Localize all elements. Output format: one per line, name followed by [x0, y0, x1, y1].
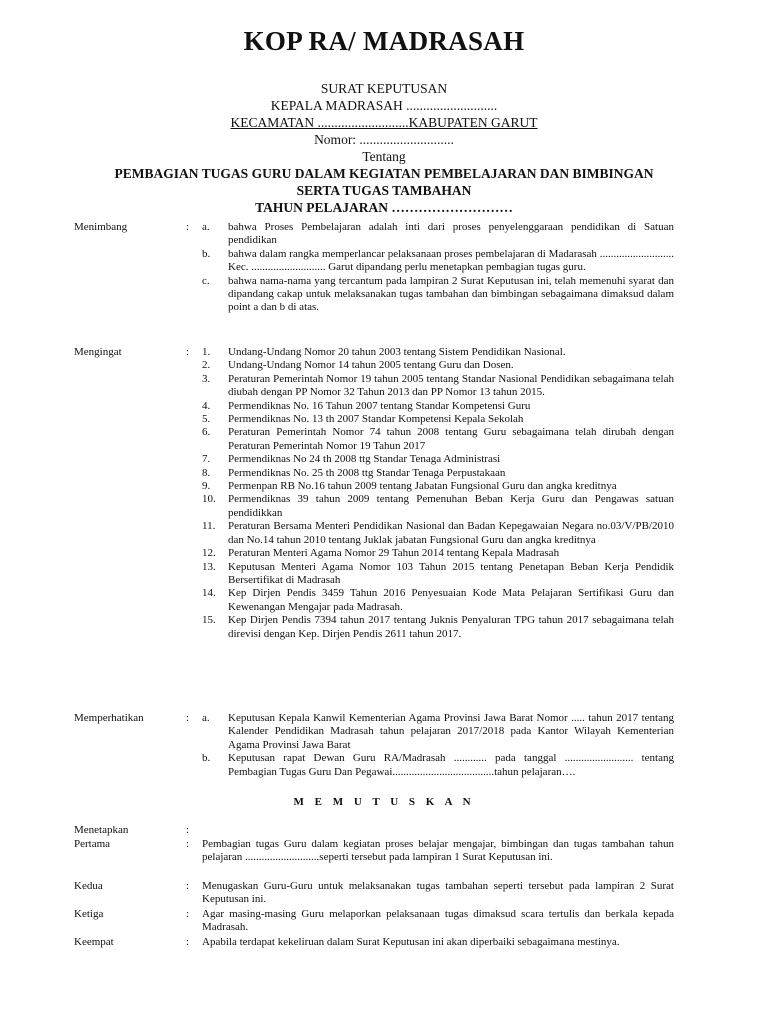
header-line-8: TAHUN PELAJARAN ………………………: [255, 200, 513, 215]
list-item: [202, 400, 674, 413]
decision-label: Ketiga: [74, 908, 104, 920]
list-item: [202, 248, 674, 275]
decision-text: Pembagian tugas Guru dalam kegiatan proses belajar mengajar, bimbingan dan tugas tambahan tahun pelajaran ...........................seperti tersebut pada lampiran 1 Surat Keputusan ini.: [202, 838, 674, 864]
decision-text: Menugaskan Guru-Guru untuk melaksanakan tugas tambahan seperti tersebut pada lampiran 2 Surat Keputusan ini.: [202, 880, 674, 906]
list-item: [202, 359, 674, 372]
section-colon: :: [186, 346, 190, 358]
item-marker: a.: [202, 712, 210, 724]
item-text: Undang-Undang Nomor 14 tahun 2005 tentang Guru dan Dosen.: [228, 359, 514, 372]
item-marker: 8.: [202, 466, 211, 479]
item-marker: 13.: [202, 560, 216, 573]
decision-label: Menetapkan: [74, 824, 129, 836]
item-marker: 11.: [202, 520, 216, 533]
header-line-2: KEPALA MADRASAH ...........................: [270, 98, 498, 113]
decision-heading: M E M U T U S K A N: [293, 796, 475, 808]
list-item: [202, 587, 674, 614]
list-item: [202, 547, 674, 560]
item-marker: b.: [202, 752, 211, 765]
decision-text: Agar masing-masing Guru melaporkan pelaksanaan tugas dimaksud scara tertulis dan berkala kepada Madrasah.: [202, 908, 674, 934]
item-text: Keputusan rapat Dewan Guru RA/Madrasah ............ pada tanggal ......................... tentang Pembagian Tugas Guru Dan Pegawai.....................................tahun pelajaran….: [228, 752, 674, 778]
item-text: Peraturan Pemerintah Nomor 74 tahun 2008 tentang Guru sebagaimana telah dirubah dengan Peraturan Pemerintah Nomor 19 Tahun 2017: [228, 426, 674, 452]
item-marker: 12.: [202, 547, 216, 560]
item-marker: 1.: [202, 346, 211, 358]
decision-colon: :: [186, 838, 190, 850]
item-marker: b.: [202, 247, 211, 260]
decision-label: Pertama: [74, 838, 111, 850]
section-label: Menimbang: [74, 221, 128, 233]
item-text: Permendiknas No. 16 Tahun 2007 tentang Standar Kompetensi Guru: [228, 399, 531, 412]
item-marker: 15.: [202, 614, 216, 627]
list-item: [202, 752, 674, 779]
section-colon: :: [186, 221, 190, 233]
list-item: [202, 614, 674, 641]
item-marker: a.: [202, 221, 210, 233]
header-line-5: Tentang: [362, 149, 406, 164]
header-line-3: KECAMATAN ...........................KABUPATEN GARUT: [230, 115, 538, 130]
header-line-1: SURAT KEPUTUSAN: [320, 81, 448, 96]
decision-text: Apabila terdapat kekeliruan dalam Surat Keputusan ini akan diperbaiki sebagaimana mestinya.: [202, 936, 620, 948]
list-item: [202, 221, 674, 248]
letterhead-title: KOP RA/ MADRASAH: [243, 26, 525, 56]
item-text: bahwa Proses Pembelajaran adalah inti dari proses penyelenggaraan pendidikan di Satuan pendidikan: [228, 221, 674, 247]
item-text: Keputusan Menteri Agama Nomor 103 Tahun 2015 tentang Penetapan Beban Kerja Pendidik Bersertifikat di Madrasah: [228, 560, 674, 586]
decision-label: Kedua: [74, 880, 103, 892]
regulations-list: [202, 346, 674, 641]
decision-colon: :: [186, 824, 190, 836]
section-label: Memperhatikan: [74, 712, 144, 724]
item-text: Permendiknas No 24 th 2008 ttg Standar Tenaga Administrasi: [228, 453, 501, 466]
decision-label: Keempat: [74, 936, 114, 948]
item-text: Kep Dirjen Pendis 7394 tahun 2017 tentang Juknis Penyaluran TPG tahun 2017 sebagaimana telah direvisi dengan Kep. Dirjen Pendis 2611 tahun 2017.: [228, 614, 674, 640]
list-item: [202, 480, 674, 493]
item-marker: 6.: [202, 426, 211, 439]
header-line-4: Nomor: ............................: [314, 132, 454, 147]
item-marker: c.: [202, 274, 210, 287]
list-item: [202, 520, 674, 547]
item-marker: 2.: [202, 359, 211, 372]
item-text: bahwa nama-nama yang tercantum pada lampiran 2 Surat Keputusan ini, telah memenuhi syarat dan dipandang cakap untuk melaksanakan tugas tambahan dan bimbingan sebagaimana dimaksud dalam point a dan b di atas.: [228, 274, 674, 314]
section-colon: :: [186, 712, 190, 724]
list-item: [202, 373, 674, 400]
header-line-6: PEMBAGIAN TUGAS GURU DALAM KEGIATAN PEMBELAJARAN DAN BIMBINGAN: [114, 166, 654, 181]
item-text: Undang-Undang Nomor 20 tahun 2003 tentang Sistem Pendidikan Nasional.: [228, 346, 566, 358]
item-marker: 3.: [202, 372, 211, 385]
decree-header: [0, 80, 768, 216]
list-item: [202, 561, 674, 588]
item-marker: 4.: [202, 399, 211, 412]
observations-list: [202, 712, 674, 779]
decision-colon: :: [186, 936, 190, 948]
considerations-list: [202, 221, 674, 315]
item-text: Permendiknas 39 tahun 2009 tentang Pemenuhan Beban Kerja Guru dan Pengawas satuan pendidikkan: [228, 493, 674, 519]
section-label: Mengingat: [74, 346, 122, 358]
item-text: Permendiknas No. 25 th 2008 ttg Standar Tenaga Perpustakaan: [228, 466, 506, 479]
item-marker: 9.: [202, 480, 211, 493]
list-item: [202, 275, 674, 315]
item-text: Permendiknas No. 13 th 2007 Standar Kompetensi Kepala Sekolah: [228, 413, 524, 426]
item-marker: 14.: [202, 587, 216, 600]
item-text: Kep Dirjen Pendis 3459 Tahun 2016 Penyesuaian Kode Mata Pelajaran Sertifikasi Guru dan Kewenangan Mengajar pada Madrasah.: [228, 587, 674, 613]
list-item: [202, 493, 674, 520]
item-text: Permenpan RB No.16 tahun 2009 tentang Jabatan Fungsional Guru dan angka kreditnya: [228, 480, 617, 493]
item-text: Peraturan Menteri Agama Nomor 29 Tahun 2014 tentang Kepala Madrasah: [228, 547, 560, 560]
item-text: Keputusan Kepala Kanwil Kementerian Agama Provinsi Jawa Barat Nomor ..... tahun 2017 tentang Kalender Pendidikan Madrasah tahun pelajaran 2017/2018 pada Kantor Wilayah Kementerian Agama Provinsi Jawa Barat: [228, 712, 674, 751]
list-item: [202, 426, 674, 453]
list-item: [202, 453, 674, 466]
item-marker: 5.: [202, 413, 211, 426]
list-item: [202, 712, 674, 752]
list-item: [202, 467, 674, 480]
item-text: bahwa dalam rangka memperlancar pelaksanaan proses pembelajaran di Madarasah ........................... Kec. ........................... Garut dipandang perlu menetapkan pembagian tugas guru.: [228, 247, 674, 274]
list-item: [202, 346, 674, 359]
header-line-7: SERTA TUGAS TAMBAHAN: [296, 183, 472, 198]
item-marker: 10.: [202, 493, 216, 506]
decision-colon: :: [186, 880, 190, 892]
item-marker: 7.: [202, 453, 211, 466]
item-text: Peraturan Pemerintah Nomor 19 tahun 2005 tentang Standar Nasional Pendidikan sebagaimana telah diubah dengan PP Nomor 32 Tahun 2013 dan PP Nomor 13 tahun 2015.: [228, 372, 674, 399]
item-text: Peraturan Bersama Menteri Pendidikan Nasional dan Badan Kepegawaian Negara no.03/V/PB/2010 dan No.14 tahun 2010 tentang Juklak jabatan Fungsional Guru dan angka kreditnya: [228, 520, 674, 546]
decision-colon: :: [186, 908, 190, 920]
list-item: [202, 413, 674, 426]
